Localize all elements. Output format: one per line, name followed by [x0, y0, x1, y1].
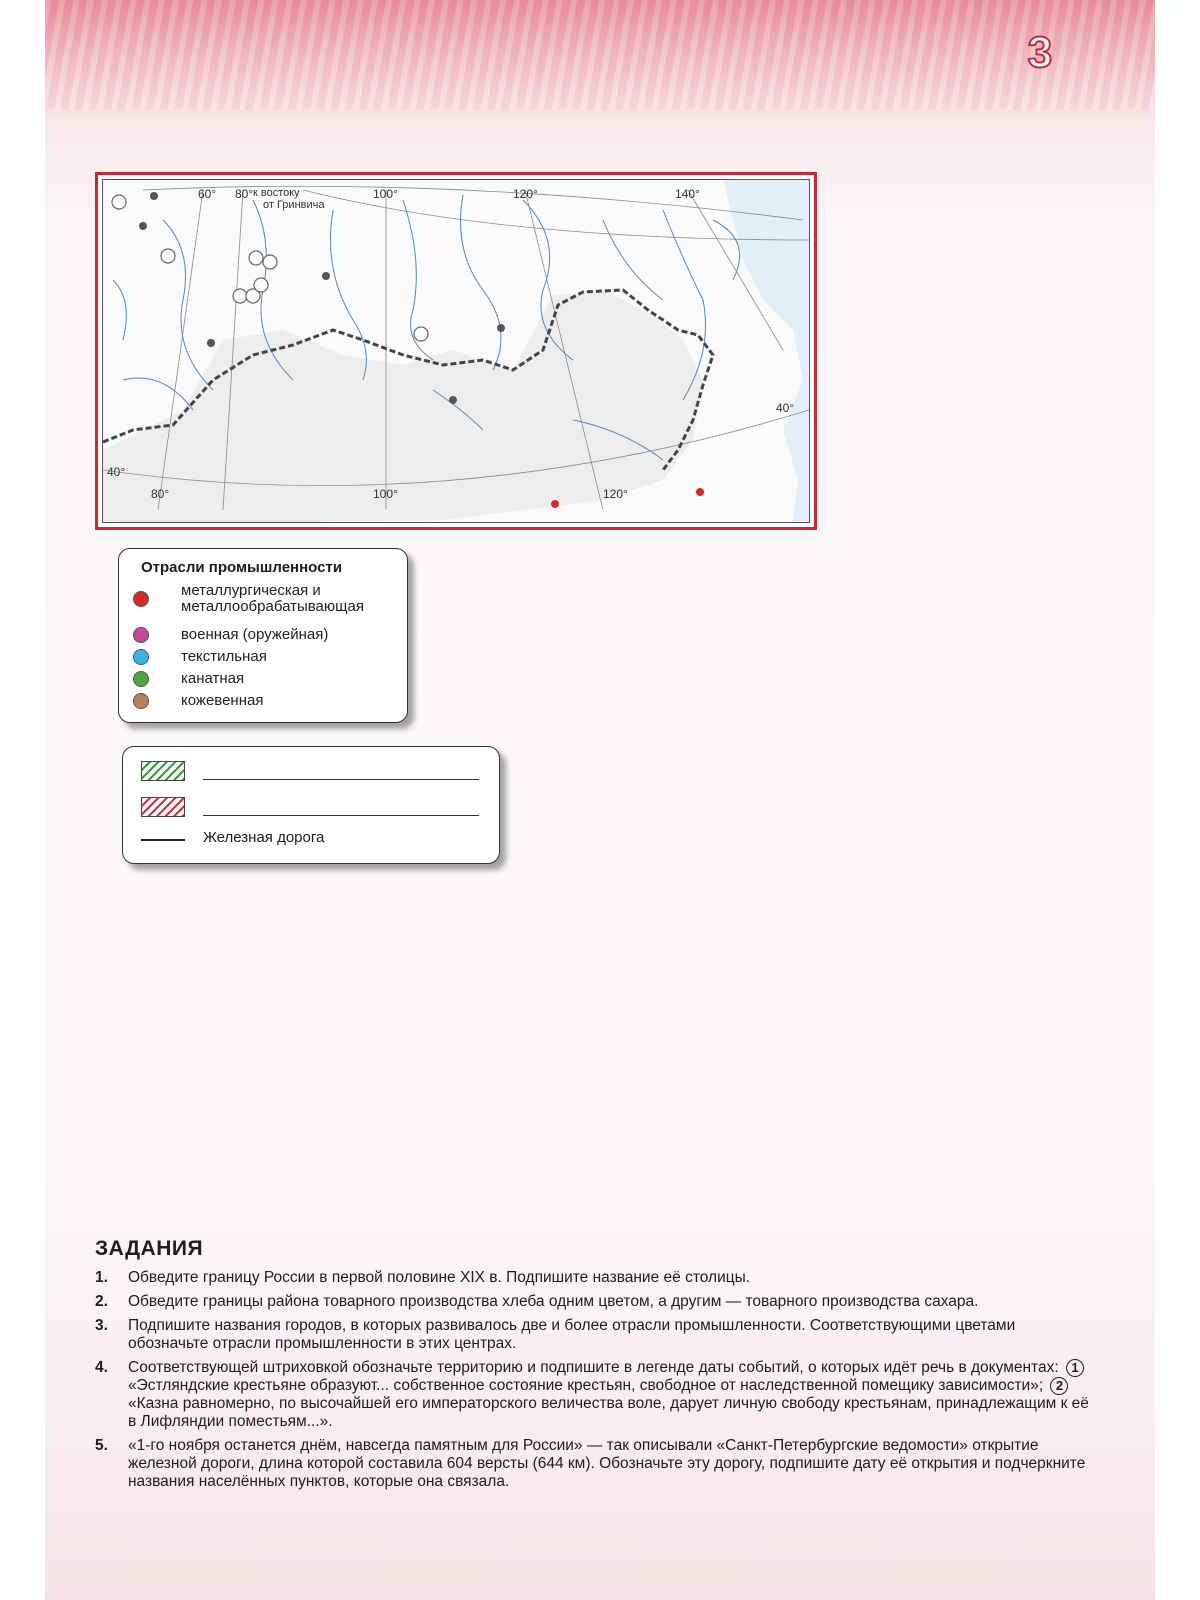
lon-label-bottom-100: 100° [373, 487, 398, 501]
lat-label-right: 40° [776, 401, 795, 415]
lon-label-120: 120° [513, 187, 538, 201]
railway-label: Железная дорога [203, 829, 325, 846]
legend-item-label: военная (оружейная) [181, 626, 329, 643]
task-number: 5. [95, 1437, 108, 1455]
city-dot [207, 339, 215, 347]
task-1 [95, 1269, 1095, 1287]
military-color-dot [133, 627, 149, 643]
city-circle [249, 251, 263, 265]
city-dot [449, 396, 457, 404]
rope-color-dot [133, 671, 149, 687]
legend-title: Отрасли промышленности [141, 559, 343, 576]
legend-item-label: металлообрабатывающая [181, 598, 364, 615]
page-number: 3 [1027, 28, 1053, 77]
task-text: Обведите границы района товарного производства хлеба одним цветом, а другим — товарного производства сахара. [128, 1293, 979, 1310]
lat-label-left: 40° [107, 465, 126, 479]
task-4 [95, 1359, 1095, 1431]
city-circle [254, 278, 268, 292]
legend-item-label: канатная [181, 670, 245, 687]
task-2 [95, 1293, 1095, 1311]
city-dot [497, 324, 505, 332]
city-circle [112, 195, 126, 209]
answer-line-2[interactable] [203, 815, 479, 816]
task-5 [95, 1437, 1095, 1491]
legend-item-label: текстильная [181, 648, 267, 665]
task-3 [95, 1317, 1095, 1353]
legend-item-label: кожевенная [181, 692, 264, 709]
lon-label-100: 100° [373, 187, 398, 201]
document-marker-2: 2 [1050, 1377, 1068, 1395]
map-area [102, 179, 810, 523]
task-text: Обведите границу России в первой половине XIX в. Подпишите название её столицы. [128, 1269, 751, 1286]
document-marker-1: 1 [1066, 1359, 1084, 1377]
railway-symbol [141, 839, 185, 841]
legend-item-label: металлургическая и [181, 582, 321, 599]
task-number: 3. [95, 1317, 108, 1334]
contour-map [95, 172, 817, 530]
tasks-title: ЗАДАНИЯ [95, 1237, 204, 1260]
city-dot-red [696, 488, 704, 496]
red-hatch-swatch [141, 797, 185, 817]
tasks-section [95, 1237, 1095, 1497]
city-circle [233, 289, 247, 303]
task-number: 4. [95, 1359, 108, 1376]
city-dot [150, 192, 158, 200]
metallurgy-color-dot [133, 591, 149, 607]
city-dot-red [551, 500, 559, 508]
hatching-legend [122, 746, 500, 864]
header-band [45, 0, 1155, 110]
task-text: «Эстляндские крестьяне образуют... собственное состояние крестьян, свободное от наследственной помещику зависимости»; [128, 1377, 1044, 1395]
green-hatch-swatch [141, 761, 185, 781]
ocean [723, 180, 809, 522]
task-text: Соответствующей штриховкой обозначьте территорию и подпишите в легенде даты событий, о которых идёт речь в документах: [128, 1359, 1059, 1377]
answer-line-1[interactable] [203, 779, 479, 780]
textile-color-dot [133, 649, 149, 665]
lon-label-140: 140° [675, 187, 700, 201]
lon-label-80: 80° [235, 187, 254, 201]
city-circle [414, 327, 428, 341]
task-number: 2. [95, 1293, 108, 1310]
lon-label-bottom-80: 80° [151, 487, 170, 501]
lon-label-bottom-120: 120° [603, 487, 628, 501]
task-number: 1. [95, 1269, 108, 1286]
task-text: «1-го ноября останется днём, навсегда памятным для России» — так описывали «Санкт-Петербургские ведомости» открытие железной дороги, длина которой составила 604 версты (644 км). Обозначьте эту дорогу, подпишите дату её открытия и подчеркните названия населённых пунктов, которые она связала. [128, 1437, 1086, 1491]
meridian-note-2: от Гринвича [263, 199, 325, 211]
industry-legend [118, 548, 408, 723]
meridian-note-1: к востоку [253, 187, 300, 199]
leather-color-dot [133, 693, 149, 709]
city-dot [139, 222, 147, 230]
city-dot [322, 272, 330, 280]
task-text: «Казна равномерно, по высочайшей его императорского величества воле, дарует личную свободу крестьянам, принадлежащим к её в Лифляндии поместьям...». [128, 1395, 1089, 1431]
task-text: Подпишите названия городов, в которых развивалось две и более отрасли промышленности. Соответствующими цветами обозначьте отрасли промышленности в этих центрах. [128, 1317, 1016, 1352]
lon-label-60: 60° [198, 187, 217, 201]
city-circle [263, 255, 277, 269]
map-drawing [103, 180, 809, 522]
city-circle [161, 249, 175, 263]
